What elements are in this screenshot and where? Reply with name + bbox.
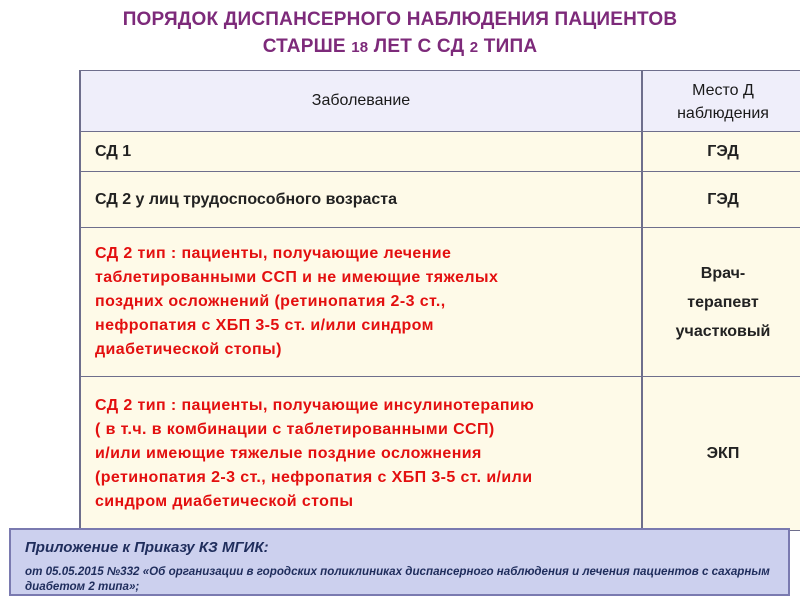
title-line-2c: ТИПА (478, 36, 538, 57)
row-4-place: ЭКП (642, 377, 800, 531)
header-place (642, 71, 800, 132)
observation-table (79, 70, 800, 531)
table-row (80, 172, 800, 228)
table-row (80, 132, 800, 172)
row-3-disease-line: таблетированными ССП и не имеющие тяжелых (95, 269, 499, 286)
header-place-line-1: Место Д (692, 82, 754, 99)
title-number-2: 2 (469, 39, 479, 56)
row-3-disease (80, 228, 642, 377)
header-disease: Заболевание (80, 71, 642, 132)
row-2-place: ГЭД (642, 172, 800, 228)
title-number-18: 18 (351, 39, 369, 56)
table-row (80, 228, 800, 377)
footer-note (9, 528, 790, 596)
row-3-disease-line: нефропатия с ХБП 3-5 ст. и/или синдром (95, 317, 434, 334)
row-3-disease-line: диабетической стопы) (95, 341, 282, 358)
row-3-place-line: терапевт (687, 293, 759, 311)
title-line-2b: ЛЕТ С СД (368, 36, 470, 57)
table-row (80, 377, 800, 531)
row-1-disease: СД 1 (80, 132, 642, 172)
header-place-line-2: наблюдения (677, 105, 769, 122)
title-line-2 (0, 33, 800, 61)
row-1-place: ГЭД (642, 132, 800, 172)
row-4-disease-line: СД 2 тип : пациенты, получающие инсулинотерапию (95, 396, 535, 414)
title-line-1: ПОРЯДОК ДИСПАНСЕРНОГО НАБЛЮДЕНИЯ ПАЦИЕНТОВ (122, 9, 678, 30)
footer-title: Приложение к Приказу КЗ МГИК: (25, 539, 269, 556)
row-4-disease-line: синдром диабетической стопы (95, 492, 354, 510)
footer-order-text: от 05.05.2015 №332 «Об организации в городских поликлиниках диспансерного наблюдения и лечения пациентов с сахарным диабетом 2 типа»; (25, 565, 770, 593)
row-2-disease: СД 2 у лиц трудоспособного возраста (80, 172, 642, 228)
row-4-disease (80, 377, 642, 531)
row-3-place-line: участковый (675, 322, 771, 340)
table-header-row (80, 71, 800, 132)
row-3-disease-line: поздних осложнений (ретинопатия 2-3 ст., (95, 293, 446, 310)
row-4-disease-line: и/или имеющие тяжелые поздние осложнения (95, 444, 482, 462)
row-4-disease-line: (ретинопатия 2-3 ст., нефропатия с ХБП 3-5 ст. и/или (95, 468, 533, 486)
row-4-disease-line: ( в т.ч. в комбинации с таблетированными ССП) (95, 420, 495, 438)
row-3-place (642, 228, 800, 377)
row-3-disease-line: СД 2 тип : пациенты, получающие лечение (95, 245, 452, 262)
title-line-2a: СТАРШЕ (262, 36, 352, 57)
row-3-place-line: Врач- (700, 264, 746, 282)
page-title (0, 6, 800, 61)
